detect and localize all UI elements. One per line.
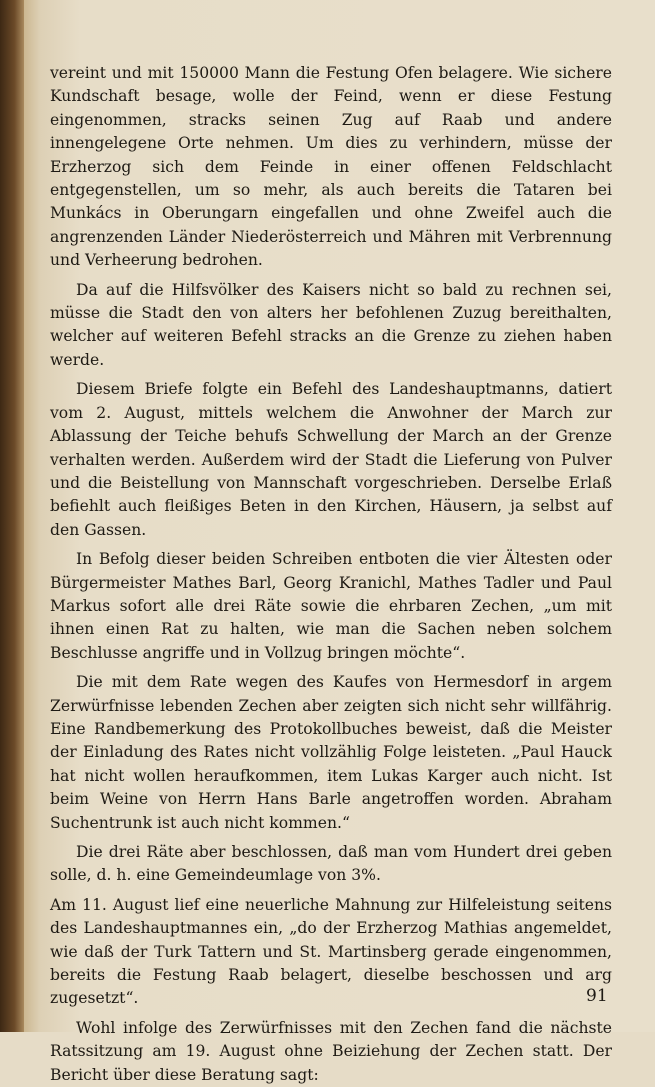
page-number: 91 — [586, 986, 608, 1006]
paragraph: In Befolg dieser beiden Schreiben entboten die vier Ältesten oder Bürgermeister Mathes Barl, Georg Kranichl, Mathes Tadler und Paul Markus sofort alle drei Räte sowie die ehrbaren Zechen, „um mit ihnen einen Rat zu halten, wie man die Sachen neben solchem Beschlusse angriffe und in Vollzug bringen möchte“. — [50, 550, 612, 662]
paragraph: Die drei Räte aber beschlossen, daß man vom Hundert drei geben solle, d. h. eine Gemeindeumlage von 3%. — [50, 843, 612, 885]
book-binding-edge — [0, 0, 24, 1032]
paragraph: vereint und mit 150000 Mann die Festung Ofen belagere. Wie sichere Kundschaft besage, wolle der Feind, wenn er diese Festung eingenommen, stracks seinen Zug auf Raab und andere innengelegene Orte nehmen. Um dies zu verhindern, müsse der Erzherzog sich dem Feinde in einer offenen Feldschlacht entgegenstellen, um so mehr, als auch bereits die Tataren bei Munkács in Oberungarn eingefallen und ohne Zweifel auch die angrenzenden Länder Niederösterreich und Mähren mit Verbrennung und Verheerung bedrohen. — [50, 64, 612, 270]
paragraph: Diesem Briefe folgte ein Befehl des Landeshauptmanns, datiert vom 2. August, mittels welchem die Anwohner der March zur Ablassung der Teiche behufs Schwellung der March an der Grenze verhalten werden. Außerdem wird der Stadt die Lieferung von Pulver und die Beistellung von Mannschaft vorgeschrieben. Derselbe Erlaß befiehlt auch fleißiges Beten in den Kirchen, Häusern, ja selbst auf den Gassen. — [50, 380, 612, 539]
paragraph: Wohl infolge des Zerwürfnisses mit den Zechen fand die nächste Ratssitzung am 19. August ohne Beiziehung der Zechen statt. Der Bericht über diese Beratung sagt: — [50, 1018, 612, 1084]
paragraph: Am 11. August lief eine neuerliche Mahnung zur Hilfeleistung seitens des Landeshauptmannes ein, „do der Erzherzog Mathias angemeldet, wie daß der Turk Tattern und St. Martinsberg gerade eingenommen, bereits die Festung Raab belagert, dieselbe beschossen und arg zugesetzt“. — [50, 895, 612, 1008]
paragraph: Die mit dem Rate wegen des Kaufes von Hermesdorf in argem Zerwürfnisse lebenden Zechen aber zeigten sich nicht sehr willfährig. Eine Randbemerkung des Protokollbuches beweist, daß die Meister der Einladung des Rates nicht vollzählig Folge leisteten. „Paul Hauck hat nicht wollen heraufkommen, item Lukas Karger auch nicht. Ist beim Weine von Herrn Hans Barle angetroffen worden. Abraham Suchentrunk ist auch nicht kommen.“ — [50, 673, 612, 832]
body-text — [50, 62, 612, 1087]
paragraph: Da auf die Hilfsvölker des Kaisers nicht so bald zu rechnen sei, müsse die Stadt den von alters her befohlenen Zuzug bereithalten, welcher auf weiteren Befehl stracks an die Grenze zu ziehen haben werde. — [50, 280, 612, 369]
